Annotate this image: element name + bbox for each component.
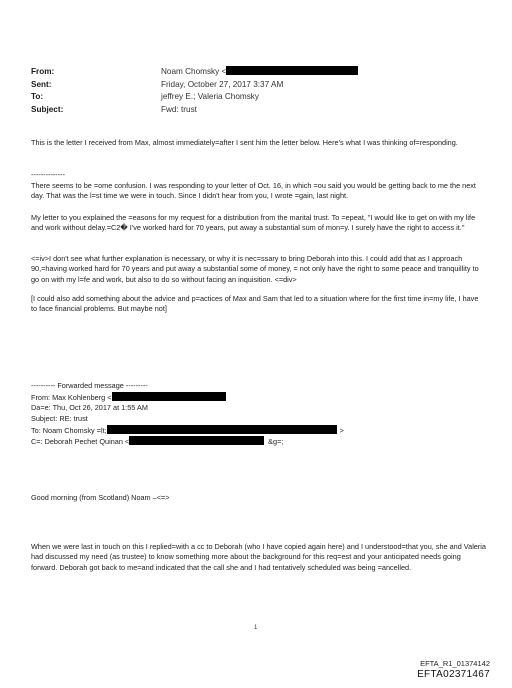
redaction-bar	[107, 425, 337, 434]
forwarded-subject: Subject: RE: trust	[31, 414, 88, 423]
greeting-line: Good morning (from Scotland) Noam –<=>	[31, 493, 170, 502]
page-number: 1	[254, 625, 258, 631]
separator-line: --------------	[31, 170, 66, 179]
bates-reference-large: EFTA02371467	[417, 669, 490, 680]
forwarded-to-end: >	[339, 426, 344, 435]
sent-label: Sent:	[31, 79, 52, 89]
email-header	[31, 66, 481, 116]
intro-paragraph: This is the letter I received from Max, almost immediately=after I sent him the letter below. Here's what I was thinking of=responding.	[31, 138, 458, 147]
bates-reference-small: EFTA_R1_01374142	[420, 659, 490, 668]
forwarded-cc-end: &g=;	[268, 437, 284, 446]
redaction-bar	[129, 436, 264, 445]
header-sent-row	[31, 79, 481, 92]
forwarded-cc	[31, 436, 283, 447]
forwarded-to-text: To: Noam Chomsky =lt;	[31, 426, 107, 435]
paragraph-last-in-touch: When we were last in touch on this I replied=with a cc to Deborah (who I have copied again here) and I understood=that you, she and Valeria had discussed my need (as trustee) to know something more about the background for this req=est and your anticipated needs going forward. Deborah got back to me=and indicated that the call she and I had tentatively scheduled was being =ancelled.	[31, 542, 486, 572]
paragraph-confusion: There seems to be =ome confusion. I was responding to your letter of Oct. 16, in which =ou said you would be getting back to me the next day. That was the l=st time we were in touch. Since I didn't hear from you, I wrote =gain, last night.	[31, 181, 476, 201]
subject-value: Fwd: trust	[161, 104, 197, 114]
to-value: jeffrey E.; Valeria Chomsky	[161, 92, 259, 101]
to-label: To:	[31, 92, 44, 101]
redaction-bar	[112, 392, 226, 401]
forwarded-from	[31, 392, 226, 403]
forwarded-divider: ---------- Forwarded message ---------	[31, 381, 148, 390]
subject-label: Subject:	[31, 104, 64, 114]
from-label: From:	[31, 67, 55, 76]
forwarded-from-text: From: Max Kohlenberg <	[31, 393, 112, 402]
from-value: Noam Chomsky <	[161, 67, 227, 76]
paragraph-advice: [I could also add something about the advice and p=actices of Max and Sam that led to a situation where for the first time in=my life, I have to face financial problems. But maybe not]	[31, 294, 479, 314]
forwarded-to	[31, 425, 344, 436]
paragraph-reasons: My letter to you explained the =easons for my request for a distribution from the marital trust. To =epeat, "I would like to get on with my life and work without delay.=C2� I've worked hard for 70 years, put away a substantial sum of mon=y. I surely have the right to access it."	[31, 213, 476, 233]
sent-value: Friday, October 27, 2017 3:37 AM	[161, 79, 284, 89]
forwarded-date: Da=e: Thu, Oct 26, 2017 at 1:55 AM	[31, 403, 148, 412]
paragraph-explanation: <=iv>I don't see what further explanation is necessary, or why it is nec=ssary to bring Deborah into this. I could add that as I approach 90,=having worked hard for 70 years and put away a substantial some of money, = not only have the right to some peace and tranquillity to go on with my l=fe and work, but also to do so without facing an inquisition. <=div>	[31, 254, 479, 284]
redaction-bar	[226, 66, 358, 75]
header-from-row	[31, 66, 481, 79]
header-subject-row	[31, 104, 481, 117]
header-to-row	[31, 91, 481, 104]
forwarded-cc-text: C=: Deborah Pechet Quinan <	[31, 437, 130, 446]
